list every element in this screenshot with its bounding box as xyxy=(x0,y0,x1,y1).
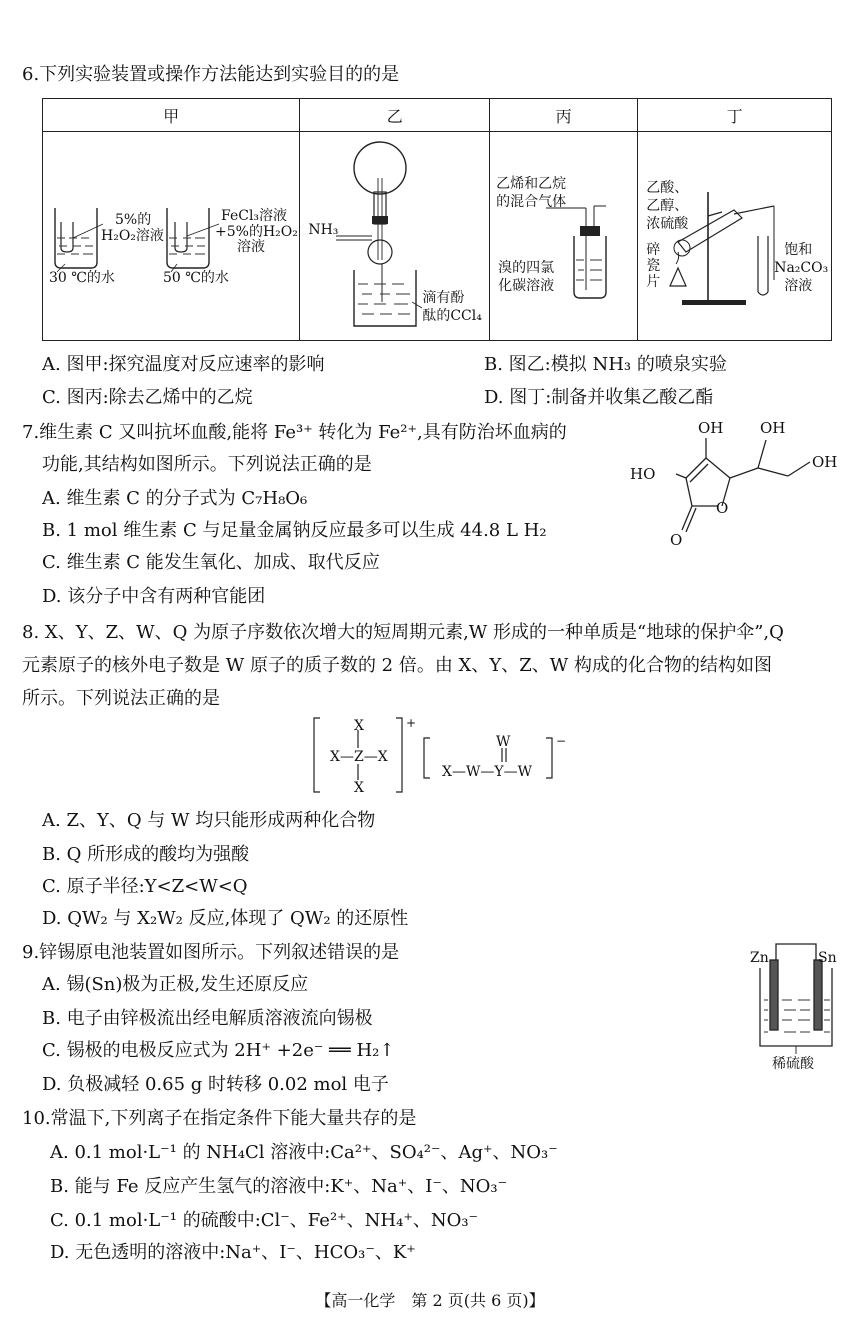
header-jia: 甲 xyxy=(43,99,300,132)
q6-option-c: C. 图丙:除去乙烯中的乙烷 xyxy=(42,387,253,408)
yi-liquid-a: 滴有酚 xyxy=(422,290,465,306)
q8-stem-3: 所示。下列说法正确的是 xyxy=(22,688,220,709)
q6-option-d: D. 图丁:制备并收集乙酸乙酯 xyxy=(484,387,714,408)
jia-water-30: 30 ℃的水 xyxy=(49,270,115,286)
ding-sat-b: Na₂CO₃ xyxy=(774,260,829,276)
ding-chip-c: 片 xyxy=(646,274,661,290)
ding-reagent-b: 乙醇、 xyxy=(646,198,689,214)
ding-reagent-c: 浓硫酸 xyxy=(646,216,689,232)
yi-gas-label: NH₃ xyxy=(308,222,339,238)
anion-top: W xyxy=(496,734,511,750)
wash-bottle-diagram xyxy=(490,132,638,340)
header-bing: 丙 xyxy=(490,99,638,132)
q6-stem: 6.下列实验装置或操作方法能达到实验目的的是 xyxy=(22,64,400,85)
q7-stem-1: 7.维生素 C 又叫抗坏血酸,能将 Fe³⁺ 转化为 Fe²⁺,具有防治坏血病的 xyxy=(22,422,567,443)
q8-option-d: D. QW₂ 与 X₂W₂ 反应,体现了 QW₂ 的还原性 xyxy=(42,908,409,929)
page-footer: 【高一化学 第 2 页(共 6 页)】 xyxy=(315,1291,545,1310)
cation-mid: X—Z—X xyxy=(330,749,388,765)
cell-ding xyxy=(638,132,832,341)
q7-option-a: A. 维生素 C 的分子式为 C₇H₈O₆ xyxy=(42,488,308,509)
jia-label2-b: +5%的H₂O₂ xyxy=(215,224,298,240)
q8-stem-1: 8. X、Y、Z、W、Q 为原子序数依次增大的短周期元素,W 形成的一种单质是“地球的保护伞”,Q xyxy=(22,622,784,643)
jia-label1-b: H₂O₂溶液 xyxy=(101,228,164,244)
bing-sol-b: 化碳溶液 xyxy=(498,278,555,294)
sn-label: Sn xyxy=(818,950,837,966)
vc-o-ring: O xyxy=(716,499,729,517)
cell-yi xyxy=(300,132,490,341)
q8-option-a: A. Z、Y、Q 与 W 均只能形成两种化合物 xyxy=(42,810,376,831)
q6-option-b: B. 图乙:模拟 NH₃ 的喷泉实验 xyxy=(484,354,727,375)
cation-charge: + xyxy=(406,716,417,730)
ding-chip-b: 瓷 xyxy=(646,258,661,274)
vitamin-c-structure xyxy=(630,414,850,554)
q7-stem-2: 功能,其结构如图所示。下列说法正确的是 xyxy=(42,454,372,475)
cation-bottom: X xyxy=(354,780,364,796)
q10-option-b: B. 能与 Fe 反应产生氢气的溶液中:K⁺、Na⁺、I⁻、NO₃⁻ xyxy=(50,1176,508,1197)
anion-mid: X—W—Y—W xyxy=(442,764,532,780)
acid-label: 稀硫酸 xyxy=(772,1056,814,1072)
cation-top: X xyxy=(354,718,364,734)
bing-sol-a: 溴的四氯 xyxy=(498,260,555,276)
q7-option-b: B. 1 mol 维生素 C 与足量金属钠反应最多可以生成 44.8 L H₂ xyxy=(42,520,547,541)
vc-oh-3: OH xyxy=(812,453,838,471)
anion-charge: − xyxy=(556,734,567,748)
q7-option-c: C. 维生素 C 能发生氧化、加成、取代反应 xyxy=(42,552,380,573)
ding-chip-a: 碎 xyxy=(646,242,661,258)
ding-sat-a: 饱和 xyxy=(784,242,813,258)
q8-stem-2: 元素原子的核外电子数是 W 原子的质子数的 2 倍。由 X、Y、Z、W 构成的化合物的结构如图 xyxy=(22,655,772,676)
q10-option-c: C. 0.1 mol·L⁻¹ 的硫酸中:Cl⁻、Fe²⁺、NH₄⁺、NO₃⁻ xyxy=(50,1210,479,1231)
header-ding: 丁 xyxy=(638,99,832,132)
header-yi: 乙 xyxy=(300,99,490,132)
q9-stem: 9.锌锡原电池装置如图所示。下列叙述错误的是 xyxy=(22,942,400,963)
ester-diagram xyxy=(638,132,832,340)
q9-option-a: A. 锡(Sn)极为正极,发生还原反应 xyxy=(42,974,309,995)
vc-oh-2: OH xyxy=(760,419,786,437)
q6-apparatus-table xyxy=(42,98,832,341)
q9-option-d: D. 负极减轻 0.65 g 时转移 0.02 mol 电子 xyxy=(42,1074,389,1095)
vc-ho: HO xyxy=(630,465,656,483)
q10-stem: 10.常温下,下列离子在指定条件下能大量共存的是 xyxy=(22,1108,417,1129)
jia-label2-c: 溶液 xyxy=(237,239,265,255)
cell-bing xyxy=(490,132,638,341)
q10-option-a: A. 0.1 mol·L⁻¹ 的 NH₄Cl 溶液中:Ca²⁺、SO₄²⁻、Ag⁺、NO₃⁻ xyxy=(50,1142,558,1163)
q8-option-b: B. Q 所形成的酸均为强酸 xyxy=(42,844,250,865)
vc-o-carbonyl: O xyxy=(670,531,683,549)
jia-label1-a: 5%的 xyxy=(115,212,152,228)
q8-option-c: C. 原子半径:Y<Z<W<Q xyxy=(42,876,248,897)
bing-gas-a: 乙烯和乙烷 xyxy=(496,176,567,192)
q9-option-c: C. 锡极的电极反应式为 2H⁺ +2e⁻ ══ H₂↑ xyxy=(42,1040,395,1061)
q7-option-d: D. 该分子中含有两种官能团 xyxy=(42,586,266,607)
q6-option-a: A. 图甲:探究温度对反应速率的影响 xyxy=(42,354,325,375)
ding-reagent-a: 乙酸、 xyxy=(646,180,689,196)
jia-label2-a: FeCl₃溶液 xyxy=(221,208,288,224)
q10-option-d: D. 无色透明的溶液中:Na⁺、I⁻、HCO₃⁻、K⁺ xyxy=(50,1242,416,1263)
ding-sat-c: 溶液 xyxy=(784,278,813,294)
cell-jia xyxy=(43,132,300,341)
bing-gas-b: 的混合气体 xyxy=(496,194,567,210)
yi-liquid-b: 酞的CCl₄ xyxy=(422,308,482,324)
vc-oh-1: OH xyxy=(698,419,724,437)
zn-label: Zn xyxy=(750,950,769,966)
q9-option-b: B. 电子由锌极流出经电解质溶液流向锡极 xyxy=(42,1008,373,1029)
jia-water-50: 50 ℃的水 xyxy=(163,270,229,286)
